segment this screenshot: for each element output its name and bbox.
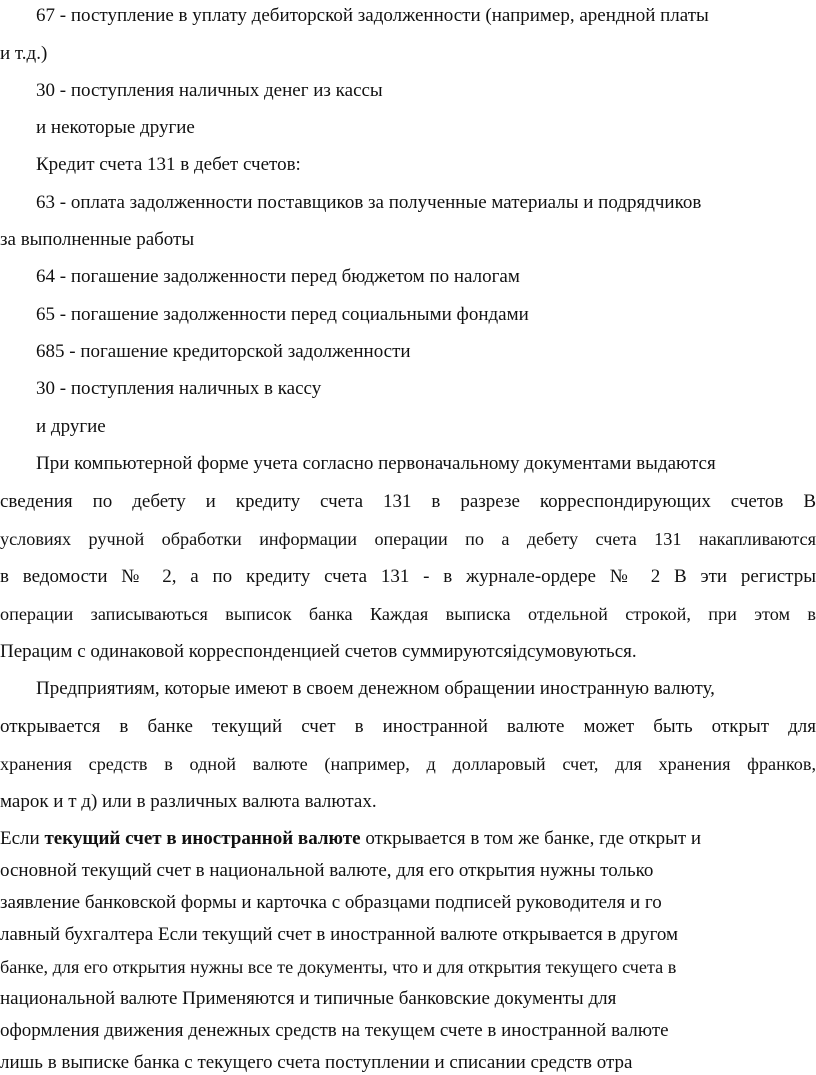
text-line: При компьютерной форме учета согласно первоначальному документами выдаются: [36, 453, 716, 474]
text-line: заявление банковской формы и карточка с образцами подписей руководителя и го: [0, 892, 662, 913]
text-line: лишь в выписке банка с текущего счета поступлении и списании средств отра: [0, 1052, 633, 1073]
text-prefix: Если: [0, 828, 45, 849]
bold-phrase: текущий счет в иностранной валюте: [44, 828, 361, 849]
text-line: 67 - поступление в уплату дебиторской задолженности (например, арендной платы: [36, 5, 709, 26]
text-line: 65 - погашение задолженности перед социальными фондами: [36, 304, 529, 325]
text-line: 30 - поступления наличных денег из кассы: [36, 80, 383, 101]
text-line: и т.д.): [0, 43, 48, 64]
text-line: 685 - погашение кредиторской задолженности: [36, 341, 411, 362]
text-line: 64 - погашение задолженности перед бюджетом по налогам: [36, 266, 520, 287]
text-line: хранения средств в одной валюте (например, д долларовый счет, для хранения франков,: [0, 754, 816, 774]
text-line: и некоторые другие: [36, 117, 195, 138]
text-line: Предприятиям, которые имеют в своем денежном обращении иностранную валюту,: [36, 678, 715, 699]
text-line: в ведомости № 2, а по кредиту счета 131 - в журнале-ордере № 2 В эти регистры: [0, 566, 816, 587]
text-line: национальной валюте Применяются и типичные банковские документы для: [0, 988, 617, 1009]
text-suffix: открывается в том же банке, где открыт и: [365, 828, 702, 849]
text-line: Перацим с одинаковой корреспонденцией счетов суммируютсяідсумовуються.: [0, 641, 637, 662]
text-line: и другие: [36, 416, 106, 437]
text-line-with-bold: [0, 827, 816, 851]
text-line: основной текущий счет в национальной валюте, для его открытия нужны только: [0, 860, 654, 881]
text-line: открывается в банке текущий счет в иностранной валюте может быть открыт для: [0, 716, 816, 737]
text-line: условиях ручной обработки информации операции по а дебету счета 131 накапливаются: [0, 529, 816, 549]
text-line: лавный бухгалтера Если текущий счет в иностранной валюте открывается в другом: [0, 924, 679, 945]
text-line: Кредит счета 131 в дебет счетов:: [36, 154, 301, 175]
text-line: марок и т д) или в различных валюта валютах.: [0, 791, 377, 812]
text-line: за выполненные работы: [0, 229, 195, 250]
text-line: 63 - оплата задолженности поставщиков за полученные материалы и подрядчиков: [36, 192, 702, 213]
text-line: сведения по дебету и кредиту счета 131 в разрезе корреспондирующих счетов В: [0, 491, 816, 512]
text-line: операции записываються выписок банка Каждая выписка отдельной строкой, при этом в: [0, 604, 816, 624]
text-line: банке, для его открытия нужны все те документы, что и для открытия текущего счета в: [0, 957, 677, 977]
text-line: 30 - поступления наличных в кассу: [36, 378, 322, 399]
text-line: оформления движения денежных средств на текущем счете в иностранной валюте: [0, 1020, 669, 1041]
